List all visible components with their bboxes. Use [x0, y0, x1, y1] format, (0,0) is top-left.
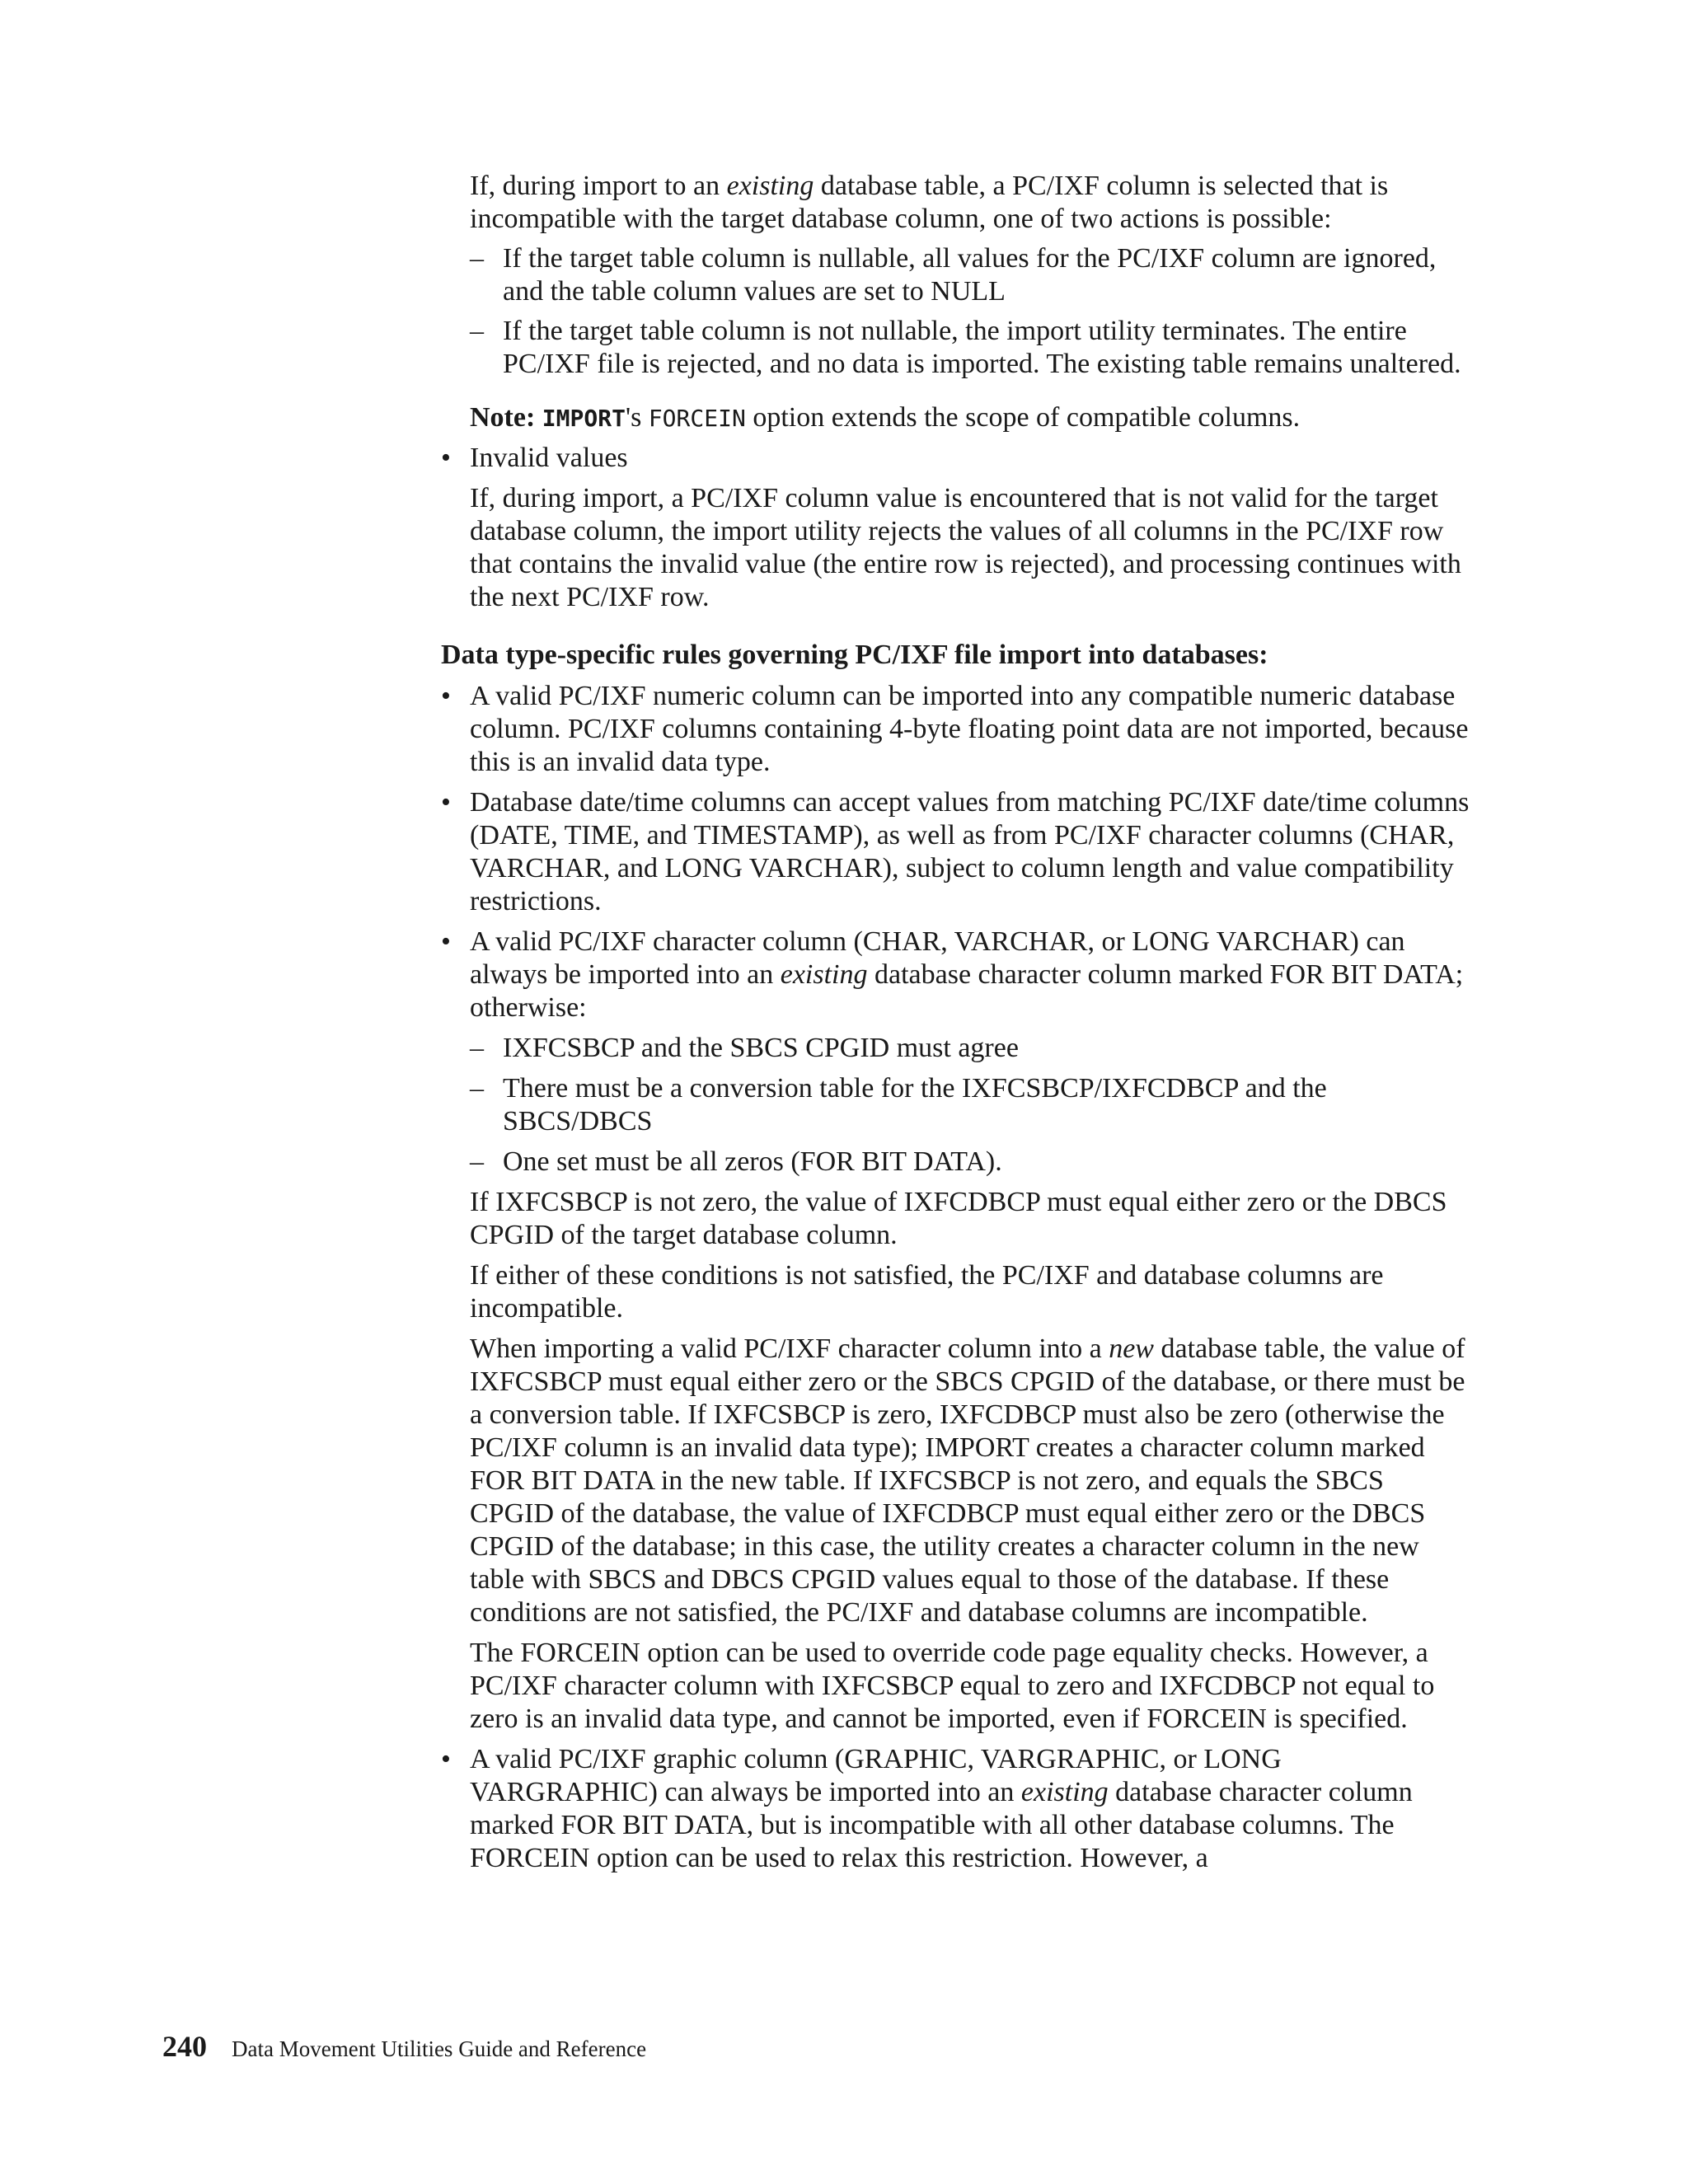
bullet-marker: • [441, 926, 451, 957]
section-heading [441, 639, 1471, 672]
dash-marker: – [470, 1033, 484, 1063]
dash-item-cpgid-agree [470, 1032, 1471, 1065]
paragraph-incompatible [470, 1259, 1471, 1325]
text: Database date/time columns can accept values from matching PC/IXF date/time columns (DATE, TIME, and TIMESTAMP), as well as from PC/IXF character columns (CHAR, VARCHAR, and LONG VARCHAR), subject to column length and value compatibility restrictions. [470, 787, 1470, 916]
text: One set must be all zeros (FOR BIT DATA). [503, 1146, 1002, 1177]
text: Invalid values [470, 443, 628, 473]
dash-item-not-nullable [470, 315, 1471, 381]
text: The FORCEIN option can be used to override code page equality checks. However, a PC/IXF character column with IXFCSBCP equal to zero and IXFCDBCP not equal to zero is an invalid data type, and cannot be imported, even if FORCEIN is specified. [470, 1638, 1435, 1734]
dash-marker: – [470, 1073, 484, 1104]
paragraph-ixfcsbcp-not-zero [470, 1186, 1471, 1252]
emphasis: existing [1020, 1777, 1109, 1807]
text: IXFCSBCP and the SBCS CPGID must agree [503, 1033, 1019, 1063]
dash-marker: – [470, 1146, 484, 1177]
text: A valid PC/IXF numeric column can be imported into any compatible numeric database column. PC/IXF columns containing 4-byte floating point data are not imported, because this is an invalid data type. [470, 681, 1469, 777]
note-label: Note: [470, 402, 536, 433]
emphasis: existing [726, 171, 814, 201]
emphasis: existing [780, 959, 868, 990]
bullet-marker: • [441, 681, 451, 711]
heading-text: Data type-specific rules governing PC/IXF file import into databases: [441, 640, 1268, 670]
text: If the target table column is nullable, all values for the PC/IXF column are ignored, and the table column values are set to NULL [503, 243, 1437, 307]
text: option extends the scope of compatible columns. [745, 402, 1301, 433]
text: 's [625, 402, 649, 433]
text: When importing a valid PC/IXF character column into a [470, 1333, 1109, 1364]
emphasis: new [1109, 1333, 1154, 1364]
rule-numeric [441, 680, 1471, 779]
text: There must be a conversion table for the IXFCSBCP/IXFCDBCP and the SBCS/DBCS [503, 1073, 1327, 1137]
paragraph-incompatible-column [470, 170, 1471, 236]
book-title: Data Movement Utilities Guide and Reference [232, 2036, 647, 2061]
paragraph-invalid-values [470, 482, 1471, 614]
paragraph-new-table [470, 1333, 1471, 1629]
bullet-invalid-values [441, 442, 1471, 475]
text: database table, a PC/IXF column is selected that is incompatible with the target database column, one of two actions is possible: [470, 171, 1389, 234]
code-forcein: FORCEIN [648, 405, 746, 432]
paragraph-forcein [470, 1637, 1471, 1736]
text: database character column marked FOR BIT DATA; otherwise: [470, 959, 1464, 1023]
dash-marker: – [470, 316, 484, 346]
text: If, during import to an [470, 171, 727, 201]
bullet-marker: • [441, 1744, 451, 1774]
bullet-marker: • [441, 443, 451, 473]
text: If, during import, a PC/IXF column value is encountered that is not valid for the target database column, the import utility rejects the values of all columns in the PC/IXF row that contains the invalid value (the entire row is rejected), and processing continues with the next PC/IXF row. [470, 483, 1461, 612]
page-number: 240 [162, 2030, 207, 2063]
text: database table, the value of IXFCSBCP must equal either zero or the SBCS CPGID of the database, or there must be a conversion table. If IXFCSBCP is zero, IXFCDBCP must also be zero (otherwise the PC/IXF column is an invalid data type); IMPORT creates a character column marked FOR BIT DATA in the new table. If IXFCSBCP is not zero, and equals the SBCS CPGID of the database, the value of IXFCDBCP must equal either zero or the DBCS CPGID of the database; in this case, the utility creates a character column in the new table with SBCS and DBCS CPGID values equal to those of the database. If these conditions are not satisfied, the PC/IXF and database columns are incompatible. [470, 1333, 1465, 1628]
bullet-marker: • [441, 787, 451, 818]
page-footer [162, 2029, 646, 2064]
page-body [441, 170, 1471, 1875]
text: A valid PC/IXF character column (CHAR, VARCHAR, or LONG VARCHAR) can always be imported into an [470, 926, 1405, 990]
dash-item-nullable [470, 242, 1471, 308]
text: A valid PC/IXF graphic column (GRAPHIC, VARGRAPHIC, or LONG VARGRAPHIC) can always be imported into an [470, 1744, 1282, 1807]
rule-character [441, 926, 1471, 1024]
text: If IXFCSBCP is not zero, the value of IXFCDBCP must equal either zero or the DBCS CPGID of the target database column. [470, 1187, 1447, 1250]
rule-graphic [441, 1743, 1471, 1875]
text: If the target table column is not nullable, the import utility terminates. The entire PC/IXF file is rejected, and no data is imported. The existing table remains unaltered. [503, 316, 1461, 379]
dash-item-conversion-table [470, 1072, 1471, 1138]
note [470, 401, 1471, 435]
dash-marker: – [470, 243, 484, 274]
text: If either of these conditions is not satisfied, the PC/IXF and database columns are incompatible. [470, 1260, 1384, 1324]
dash-item-all-zeros [470, 1146, 1471, 1179]
rule-datetime [441, 786, 1471, 918]
code-import: IMPORT [542, 405, 626, 432]
text: database character column marked FOR BIT DATA, but is incompatible with all other database columns. The FORCEIN option can be used to relax this restriction. However, a [470, 1777, 1413, 1873]
